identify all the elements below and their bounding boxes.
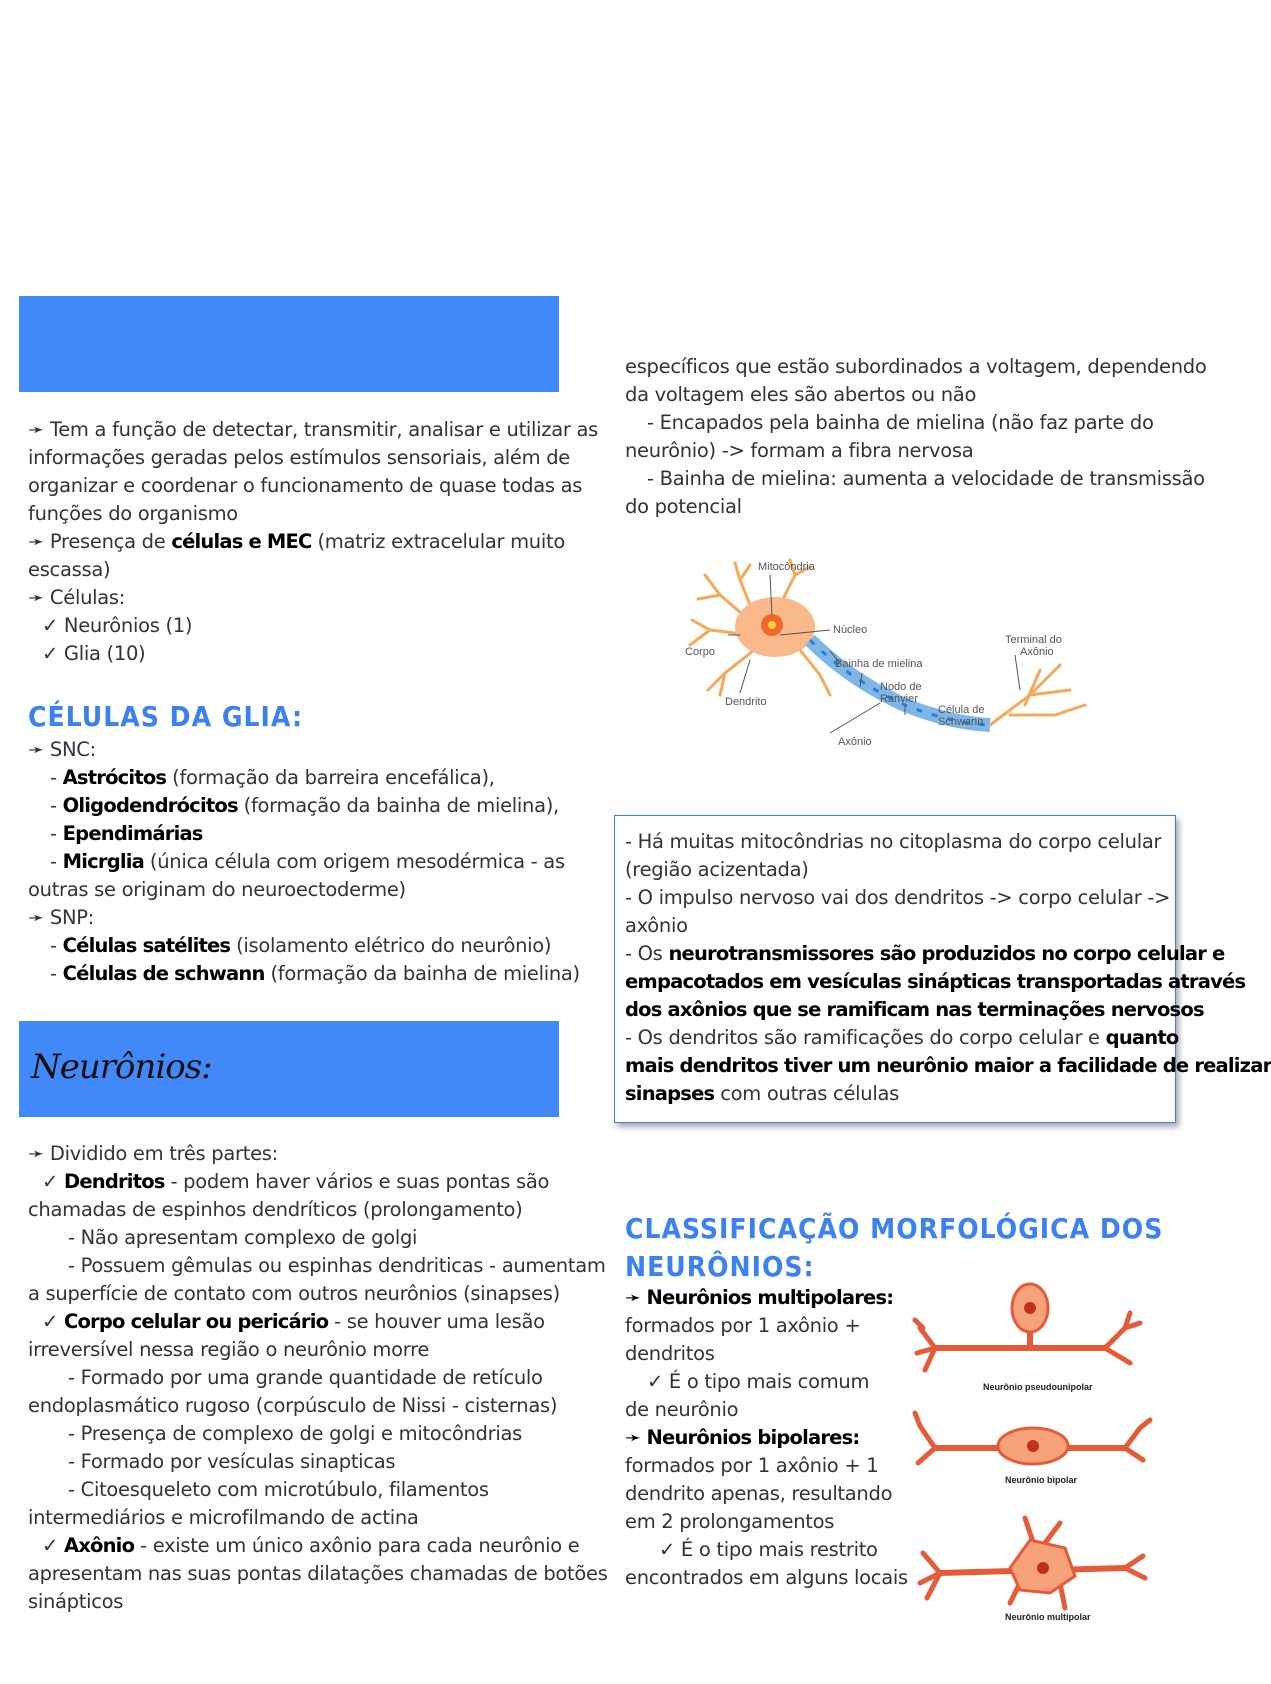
label-bipolar: Neurônio bipolar [1005, 1475, 1077, 1485]
classificacao-heading [625, 1210, 1163, 1286]
classificacao-heading-2: NEURÔNIOS: [625, 1250, 815, 1283]
ependimarias-line: - Ependimárias [50, 822, 203, 845]
snp-line: ➛ SNP: [28, 906, 95, 929]
reticulo-cont: endoplasmático rugoso (corpúsculo de Nissi - cisternas) [28, 1394, 558, 1417]
multipolares-line: formados por 1 axônio + [625, 1314, 861, 1337]
oligo-line: - Oligodendrócitos (formação da bainha de mielina), [50, 794, 559, 817]
box-line: - Os dendritos são ramificações do corpo celular e quanto [625, 1026, 1179, 1049]
celulas-line: ➛ Células: [28, 586, 126, 609]
label-axonio: Axônio [838, 736, 872, 748]
dividido-line: ➛ Dividido em três partes: [28, 1142, 278, 1165]
multipolares-line: de neurônio [625, 1398, 739, 1421]
microglia-line: - Micrglia (única célula com origem mesodérmica - as [50, 850, 565, 873]
info-box [614, 815, 1271, 1123]
axonio-line: ✓ Axônio - existe um único axônio para cada neurônio e [42, 1534, 580, 1557]
intro-line: funções do organismo [28, 502, 238, 525]
neuronios-title: Neurônios: [31, 1047, 212, 1087]
intro-block [28, 416, 598, 668]
golgi-no-line: - Não apresentam complexo de golgi [68, 1226, 418, 1249]
bipolares-title: ➛ Neurônios bipolares: [625, 1426, 860, 1449]
bipolares-line: formados por 1 axônio + 1 [625, 1454, 879, 1477]
intro-line: informações geradas pelos estímulos sensoriais, além de [28, 446, 570, 469]
nucleolus [768, 621, 776, 629]
text-line: - Encapados pela bainha de mielina (não faz parte do [647, 411, 1154, 434]
satelites-line: - Células satélites (isolamento elétrico do neurônio) [50, 934, 552, 957]
bipolares-line: dendrito apenas, resultando [625, 1482, 893, 1505]
bipolar-neuron [915, 1413, 1150, 1485]
microglia-cont: outras se originam do neuroectoderme) [28, 878, 406, 901]
box-line: (região acizentada) [625, 858, 809, 881]
text-line: neurônio) -> formam a fibra nervosa [625, 439, 974, 462]
text-line: específicos que estão subordinados a voltagem, dependendo [625, 355, 1207, 378]
label-multipolar: Neurônio multipolar [1005, 1612, 1091, 1622]
label-pseudounipolar: Neurônio pseudounipolar [983, 1382, 1093, 1392]
label-schwann-1: Célula de [938, 704, 985, 716]
glia-heading: CÉLULAS DA GLIA: [28, 700, 304, 733]
classificacao-heading-1: CLASSIFICAÇÃO MORFOLÓGICA DOS [625, 1212, 1164, 1245]
box-line: - O impulso nervoso vai dos dendritos -> corpo celular -> [625, 886, 1171, 909]
neuronios-item: ✓ Neurônios (1) [42, 614, 193, 637]
snc-line: ➛ SNC: [28, 738, 96, 761]
intro-line: ➛ Tem a função de detectar, transmitir, analisar e utilizar as [28, 418, 598, 441]
multipolares-line: ✓ É o tipo mais comum [647, 1370, 870, 1393]
label-nodo-2: Ranvier [880, 693, 918, 705]
label-mitocondria: Mitocôndria [758, 561, 815, 573]
dendritos-line: ✓ Dendritos - podem haver vários e suas pontas são [42, 1170, 550, 1193]
label-corpo: Corpo [685, 646, 715, 658]
intro-line: organizar e coordenar o funcionamento de quase todas as [28, 474, 583, 497]
axonio-cont: apresentam nas suas pontas dilatações chamadas de botões [28, 1562, 608, 1585]
text-line: da voltagem eles são abertos ou não [625, 383, 977, 406]
bipolares-line: em 2 prolongamentos [625, 1510, 835, 1533]
corpo-line: ✓ Corpo celular ou pericário - se houver uma lesão [42, 1310, 545, 1333]
neuron-diagram [680, 555, 1100, 780]
right-top-block [625, 353, 1207, 521]
neuron-types-image [915, 1278, 1155, 1628]
label-bainha: Bainha de mielina [835, 658, 923, 670]
schwann-line: - Células de schwann (formação da bainha de mielina) [50, 962, 580, 985]
golgi-yes-line: - Presença de complexo de golgi e mitocôndrias [68, 1422, 522, 1445]
glia-block [28, 736, 580, 988]
reticulo-line: - Formado por uma grande quantidade de retículo [68, 1366, 543, 1389]
vesiculas-line: - Formado por vesículas sinapticas [68, 1450, 396, 1473]
neuronios-banner [19, 1021, 559, 1117]
glia-item: ✓ Glia (10) [42, 642, 146, 665]
classificacao-block [625, 1284, 915, 1592]
box-line: mais dendritos tiver um neurônio maior a facilidade de realizar [625, 1054, 1271, 1077]
presenca-cont: escassa) [28, 558, 111, 581]
box-line: - Há muitas mitocôndrias no citoplasma do corpo celular [625, 830, 1162, 853]
top-banner [19, 296, 559, 392]
multipolar-neuron [920, 1518, 1145, 1622]
text-line: do potencial [625, 495, 742, 518]
label-nucleo: Núcleo [833, 624, 868, 636]
box-line: sinapses com outras células [625, 1082, 899, 1105]
box-line: empacotados em vesículas sinápticas transportadas através [625, 970, 1246, 993]
pseudounipolar-neuron [915, 1284, 1140, 1392]
axonio-cont: sinápticos [28, 1590, 124, 1613]
axon-terminal [990, 665, 1085, 725]
gemulas-cont: a superfície de contato com outros neurônios (sinapses) [28, 1282, 560, 1305]
text-line: - Bainha de mielina: aumenta a velocidade de transmissão [647, 467, 1205, 490]
dendritos-cont: chamadas de espinhos dendríticos (prolongamento) [28, 1198, 523, 1221]
box-line: dos axônios que se ramificam nas terminações nervosos [625, 998, 1204, 1021]
box-line: axônio [625, 914, 688, 937]
corpo-cont: irreversível nessa região o neurônio morre [28, 1338, 430, 1361]
label-nodo-1: Nodo de [880, 681, 922, 693]
astrocitos-line: - Astrócitos (formação da barreira encefálica), [50, 766, 495, 789]
box-line: - Os neurotransmissores são produzidos no corpo celular e [625, 942, 1225, 965]
label-terminal-2: Axônio [1020, 646, 1054, 658]
multipolares-title: ➛ Neurônios multipolares: [625, 1286, 894, 1309]
label-terminal-1: Terminal do [1005, 634, 1062, 646]
gemulas-line: - Possuem gêmulas ou espinhas dendriticas - aumentam [68, 1254, 606, 1277]
presenca-line: ➛ Presença de células e MEC (matriz extracelular muito [28, 530, 565, 553]
bipolares-line: ✓ É o tipo mais restrito [659, 1538, 878, 1561]
label-dendrito: Dendrito [725, 696, 767, 708]
citoesqueleto-line: - Citoesqueleto com microtúbulo, filamentos [68, 1478, 489, 1501]
citoesqueleto-cont: intermediários e microfilmando de actina [28, 1506, 419, 1529]
bipolares-line: encontrados em alguns locais [625, 1566, 908, 1589]
neuronios-block [28, 1140, 608, 1616]
label-schwann-2: Schwann [938, 716, 984, 728]
multipolares-line: dendritos [625, 1342, 715, 1365]
